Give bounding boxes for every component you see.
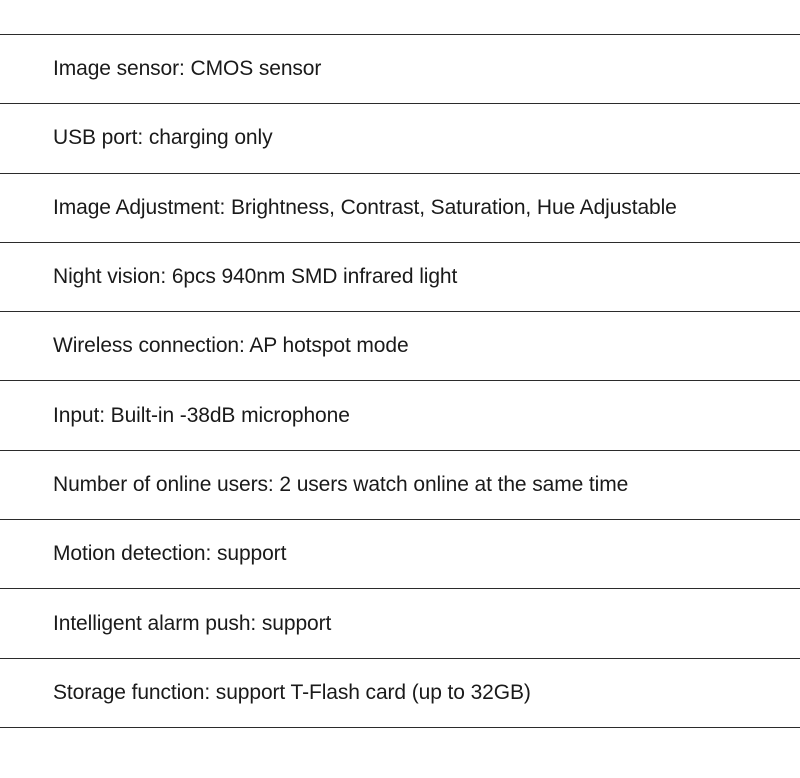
spec-row-motion-detection: Motion detection: support [0,520,800,589]
spec-row-alarm-push: Intelligent alarm push: support [0,589,800,658]
spec-row-online-users: Number of online users: 2 users watch online at the same time [0,451,800,520]
spec-row-image-adjustment: Image Adjustment: Brightness, Contrast, Saturation, Hue Adjustable [0,174,800,243]
spec-row-night-vision: Night vision: 6pcs 940nm SMD infrared light [0,243,800,312]
spec-row-image-sensor: Image sensor: CMOS sensor [0,35,800,104]
spec-row-usb-port: USB port: charging only [0,104,800,173]
spec-row-input: Input: Built-in -38dB microphone [0,381,800,450]
spec-row-wireless-connection: Wireless connection: AP hotspot mode [0,312,800,381]
spec-row-storage-function: Storage function: support T-Flash card (up to 32GB) [0,659,800,728]
spec-list [0,34,800,728]
